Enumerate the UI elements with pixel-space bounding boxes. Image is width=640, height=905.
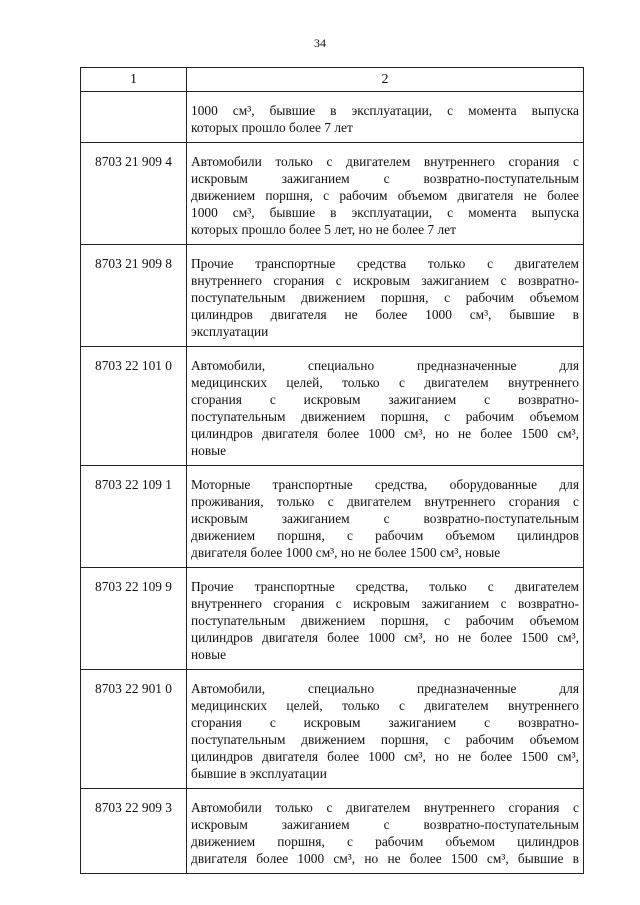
- description-line: искровым зажиганием с возвратно-поступательным: [191, 511, 579, 526]
- commodity-description: [187, 670, 584, 789]
- description-line: Прочие транспортные средства только с двигателем: [191, 256, 579, 271]
- description-line: Автомобили, специально предназначенные для: [191, 358, 579, 373]
- description-line: Автомобили, специально предназначенные для: [191, 681, 579, 696]
- commodity-description: [187, 568, 584, 670]
- description-line: поступательным движением поршня, с рабочим объемом: [191, 290, 579, 305]
- commodity-description: [187, 789, 584, 874]
- description-line: двигателя более 1000 см³, но не более 1500 см³, новые: [191, 545, 501, 560]
- description-line: цилиндров двигателя не более 1000 см³, бывшие в: [191, 307, 579, 322]
- description-line: проживания, только с двигателем внутреннего сгорания с: [191, 494, 579, 509]
- table-body: [81, 92, 584, 874]
- page-number: 34: [314, 36, 326, 50]
- description-line: искровым зажиганием с возвратно-поступательным: [191, 817, 579, 832]
- tariff-table: [80, 67, 584, 874]
- description-line: Моторные транспортные средства, оборудованные для: [191, 477, 579, 492]
- table-row: [81, 789, 584, 874]
- table-row: [81, 466, 584, 568]
- description-line: двигателя более 1000 см³, но не более 1500 см³, бывшие в: [191, 851, 579, 866]
- description-line: цилиндров двигателя более 1000 см³, но не более 1500 см³,: [191, 426, 579, 441]
- description-line: медицинских целей, только с двигателем внутреннего: [191, 698, 579, 713]
- commodity-description: [187, 466, 584, 568]
- description-line: поступательным движением поршня, с рабочим объемом: [191, 409, 579, 424]
- description-line: Прочие транспортные средства, только с двигателем: [191, 579, 579, 594]
- commodity-description: [187, 92, 584, 143]
- commodity-description: [187, 347, 584, 466]
- description-line: движением поршня, с рабочим объемом двигателя не более: [191, 188, 579, 203]
- description-line: 1000 см³, бывшие в эксплуатации, с момента выпуска: [191, 103, 579, 118]
- description-line: Автомобили только с двигателем внутреннего сгорания с: [191, 154, 579, 169]
- table-row: [81, 92, 584, 143]
- column-header-1: 1: [81, 68, 187, 92]
- table-row: [81, 670, 584, 789]
- description-line: цилиндров двигателя более 1000 см³, но не более 1500 см³,: [191, 630, 579, 645]
- description-line: сгорания с искровым зажиганием с возвратно-: [191, 392, 579, 407]
- column-header-2: 2: [187, 68, 584, 92]
- table-row: [81, 245, 584, 347]
- description-line: 1000 см³, бывшие в эксплуатации, с момента выпуска: [191, 205, 579, 220]
- description-line: движением поршня, с рабочим объемом цилиндров: [191, 834, 579, 849]
- description-line: бывшие в эксплуатации: [191, 766, 327, 781]
- commodity-code: 8703 22 909 3: [81, 789, 187, 874]
- description-line: новые: [191, 647, 227, 662]
- description-line: медицинских целей, только с двигателем внутреннего: [191, 375, 579, 390]
- commodity-code: 8703 21 909 4: [81, 143, 187, 245]
- description-line: поступательным движением поршня, с рабочим объемом: [191, 613, 579, 628]
- description-line: которых прошло более 5 лет, но не более 7 лет: [191, 222, 456, 237]
- commodity-description: [187, 245, 584, 347]
- description-line: цилиндров двигателя более 1000 см³, но не более 1500 см³,: [191, 749, 579, 764]
- table-row: [81, 143, 584, 245]
- commodity-code: [81, 92, 187, 143]
- commodity-description: [187, 143, 584, 245]
- commodity-code: 8703 22 101 0: [81, 347, 187, 466]
- table-row: [81, 347, 584, 466]
- commodity-code: 8703 22 901 0: [81, 670, 187, 789]
- description-line: сгорания с искровым зажиганием с возвратно-: [191, 715, 579, 730]
- description-line: эксплуатации: [191, 324, 269, 339]
- description-line: новые: [191, 443, 227, 458]
- commodity-code: 8703 22 109 9: [81, 568, 187, 670]
- commodity-code: 8703 21 909 8: [81, 245, 187, 347]
- table-row: [81, 568, 584, 670]
- description-line: внутреннего сгорания с искровым зажиганием с возвратно-: [191, 596, 579, 611]
- description-line: внутреннего сгорания с искровым зажиганием с возвратно-: [191, 273, 579, 288]
- description-line: искровым зажиганием с возвратно-поступательным: [191, 171, 579, 186]
- description-line: движением поршня, с рабочим объемом цилиндров: [191, 528, 579, 543]
- description-line: поступательным движением поршня, с рабочим объемом: [191, 732, 579, 747]
- description-line: которых прошло более 7 лет: [191, 120, 353, 135]
- commodity-code: 8703 22 109 1: [81, 466, 187, 568]
- table-header-row: [81, 68, 584, 92]
- description-line: Автомобили только с двигателем внутреннего сгорания с: [191, 800, 579, 815]
